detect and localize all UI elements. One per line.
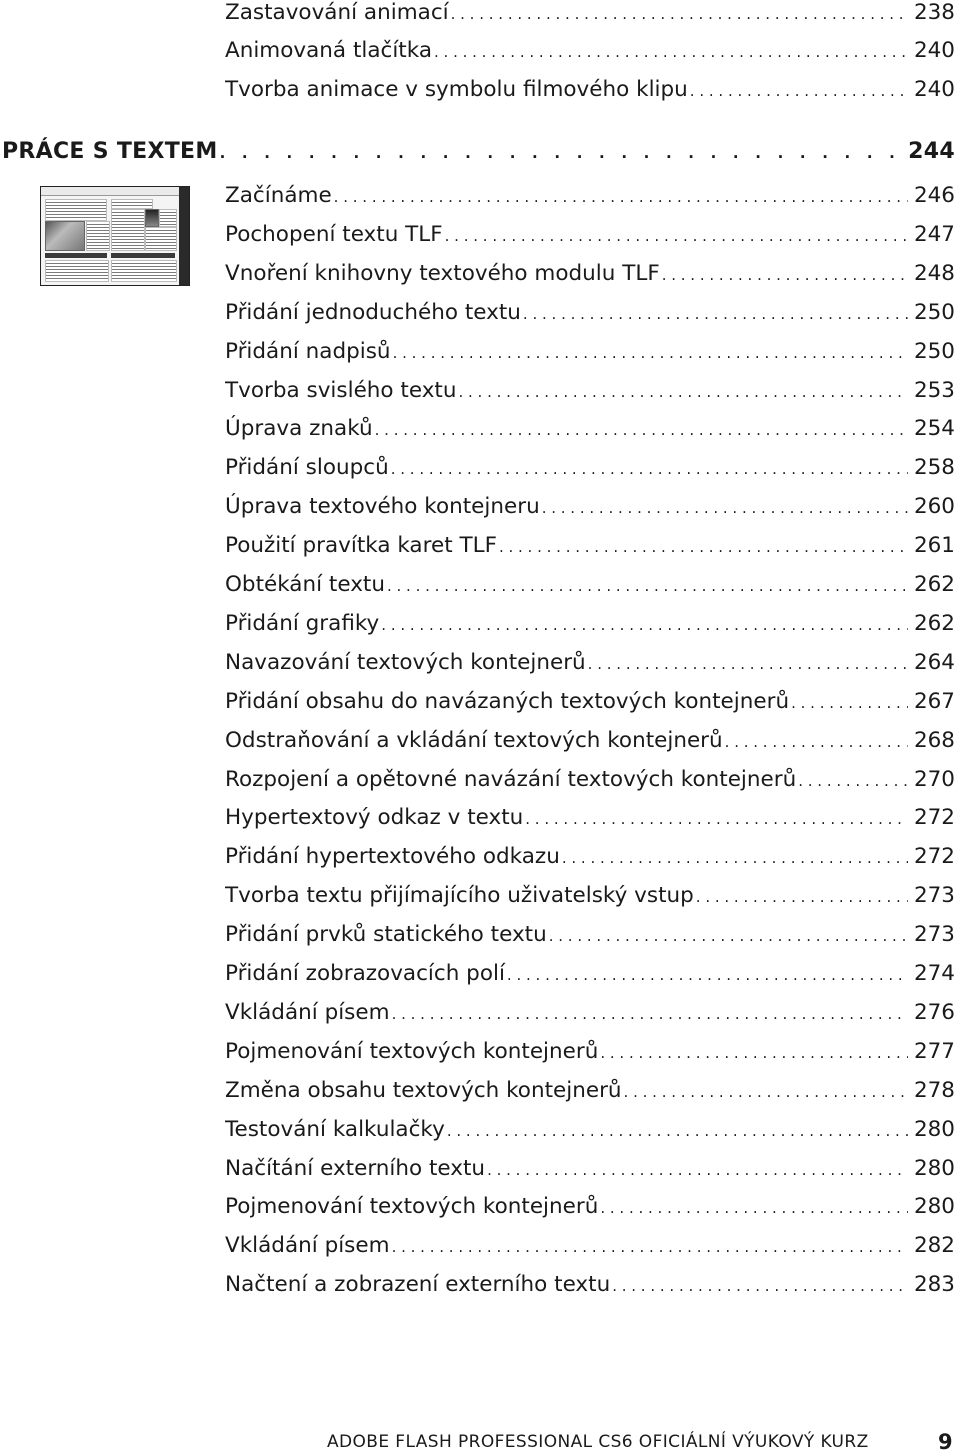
dot-leader — [600, 1193, 908, 1222]
toc-entry — [225, 298, 955, 328]
toc-entry-page: 248 — [913, 261, 955, 286]
toc-entry — [225, 376, 955, 406]
toc-entry — [225, 220, 955, 250]
toc-entry-page: 280 — [913, 1156, 955, 1181]
toc-entry-page: 282 — [913, 1233, 955, 1258]
thumbnail-text-block — [45, 199, 107, 221]
dot-leader — [725, 727, 908, 756]
thumbnail-header-bar — [41, 187, 179, 196]
toc-entry — [225, 803, 955, 833]
toc-entry-title: Obtékání textu — [225, 572, 385, 597]
dot-leader — [600, 1038, 908, 1067]
toc-entry-title: Tvorba animace v symbolu filmového klipu — [225, 77, 688, 102]
toc-entry — [225, 453, 955, 483]
toc-entry-title: Úprava znaků — [225, 416, 373, 441]
thumbnail-text-block — [111, 209, 145, 251]
toc-entry — [225, 1115, 955, 1145]
toc-entry — [225, 36, 955, 66]
toc-entry-page: 254 — [913, 416, 955, 441]
dot-leader — [391, 454, 908, 483]
chapter-page: 244 — [908, 139, 955, 164]
toc-entry-title: Animovaná tlačítka — [225, 38, 432, 63]
toc-entry-page: 273 — [913, 922, 955, 947]
toc-entry — [225, 1154, 955, 1184]
toc-entry — [225, 920, 955, 950]
toc-entry-title: Testování kalkulačky — [225, 1117, 445, 1142]
toc-entry-page: 253 — [913, 378, 955, 403]
dot-leader — [220, 137, 903, 168]
toc-entry-page: 260 — [913, 494, 955, 519]
thumbnail-image — [45, 221, 85, 251]
toc-entry — [225, 531, 955, 561]
toc-entry — [225, 337, 955, 367]
toc-entry-title: Změna obsahu textových kontejnerů — [225, 1078, 622, 1103]
toc-entry-page: 272 — [913, 805, 955, 830]
toc-entry-title: Pochopení textu TLF — [225, 222, 443, 247]
dot-leader — [392, 999, 908, 1028]
toc-entry-page: 283 — [913, 1272, 955, 1297]
toc-entry-title: Rozpojení a opětovné navázání textových kontejnerů — [225, 767, 797, 792]
dot-leader — [499, 532, 908, 561]
toc-entry — [225, 0, 955, 28]
dot-leader — [588, 649, 908, 678]
dot-leader — [690, 76, 908, 105]
toc-entry-page: 280 — [913, 1117, 955, 1142]
toc-entry — [225, 181, 955, 211]
toc-entry — [225, 687, 955, 717]
dot-leader — [624, 1077, 908, 1106]
toc-entry-title: Navazování textových kontejnerů — [225, 650, 586, 675]
thumbnail-text-block — [111, 199, 153, 209]
toc-entry-page: 250 — [913, 339, 955, 364]
toc-entry-title: Přidání prvků statického textu — [225, 922, 547, 947]
toc-entry-title: Odstraňování a vkládání textových kontejnerů — [225, 728, 723, 753]
toc-entry-page: 238 — [913, 0, 955, 25]
toc-entry-page: 273 — [913, 883, 955, 908]
thumbnail-text-block — [86, 221, 110, 251]
thumbnail-portrait — [145, 209, 159, 227]
dot-leader — [393, 338, 908, 367]
toc-entry — [225, 1076, 955, 1106]
toc-entry-title: Načtení a zobrazení externího textu — [225, 1272, 611, 1297]
toc-entry-page: 250 — [913, 300, 955, 325]
dot-leader — [392, 1232, 908, 1261]
toc-entry-page: 262 — [913, 611, 955, 636]
dot-leader — [445, 221, 908, 250]
toc-entry-title: Přidání obsahu do navázaných textových kontejnerů — [225, 689, 790, 714]
toc-entry-page: 276 — [913, 1000, 955, 1025]
toc-entry-title: Přidání sloupců — [225, 455, 389, 480]
dot-leader — [696, 882, 908, 911]
dot-leader — [542, 493, 908, 522]
toc-entry — [225, 609, 955, 639]
toc-entry-page: 270 — [913, 767, 955, 792]
toc-entry — [225, 1270, 955, 1300]
toc-entry-page: 264 — [913, 650, 955, 675]
dot-leader — [562, 843, 908, 872]
toc-entry-title: Tvorba textu přijímajícího uživatelský vstup — [225, 883, 694, 908]
toc-entry-page: 240 — [913, 77, 955, 102]
dot-leader — [458, 377, 907, 406]
toc-entry-page: 246 — [913, 183, 955, 208]
dot-leader — [387, 571, 908, 600]
toc-entry-title: Zastavování animací — [225, 0, 449, 25]
toc-entry — [225, 75, 955, 105]
toc-entry-title: Přidání nadpisů — [225, 339, 391, 364]
toc-entry — [225, 570, 955, 600]
toc-entry — [225, 492, 955, 522]
toc-entry-title: Vnoření knihovny textového modulu TLF — [225, 261, 660, 286]
toc-entry-title: Pojmenování textových kontejnerů — [225, 1039, 599, 1064]
toc-entry-page: 261 — [913, 533, 955, 558]
toc-entry-title: Tvorba svislého textu — [225, 378, 457, 403]
toc-entry-page: 240 — [913, 38, 955, 63]
toc-entry-title: Hypertextový odkaz v textu — [225, 805, 524, 830]
toc-entry-title: Přidání jednoduchého textu — [225, 300, 521, 325]
toc-entry-page: 277 — [913, 1039, 955, 1064]
dot-leader — [434, 37, 908, 66]
dot-leader — [549, 921, 908, 950]
dot-leader — [612, 1271, 908, 1300]
toc-entry — [225, 1231, 955, 1261]
running-footer: ADOBE FLASH PROFESSIONAL CS6 OFICIÁLNÍ VÝUKOVÝ KURZ — [327, 1432, 869, 1452]
toc-entry-title: Použití pravítka karet TLF — [225, 533, 497, 558]
dot-leader — [451, 0, 908, 28]
thumbnail-bar — [111, 253, 175, 258]
dot-leader — [798, 766, 908, 795]
toc-entry-page: 278 — [913, 1078, 955, 1103]
chapter-title: PRÁCE S TEXTEM — [2, 139, 218, 164]
thumbnail-text-block — [111, 260, 177, 282]
toc-entry-title: Začínáme — [225, 183, 332, 208]
chapter-heading — [2, 136, 955, 168]
toc-entry — [225, 959, 955, 989]
dot-leader — [525, 804, 908, 833]
toc-entry — [225, 881, 955, 911]
toc-entry-title: Přidání grafiky — [225, 611, 380, 636]
toc-entry — [225, 648, 955, 678]
toc-entry-page: 267 — [913, 689, 955, 714]
thumbnail-text-block — [145, 227, 177, 251]
toc-entry — [225, 765, 955, 795]
toc-entry-page: 262 — [913, 572, 955, 597]
toc-entry-page: 268 — [913, 728, 955, 753]
dot-leader — [662, 260, 908, 289]
toc-entry-title: Načítání externího textu — [225, 1156, 486, 1181]
toc-entry — [225, 842, 955, 872]
chapter-thumbnail — [40, 186, 190, 286]
toc-entry — [225, 259, 955, 289]
toc-entry-page: 272 — [913, 844, 955, 869]
dot-leader — [334, 182, 908, 211]
dot-leader — [487, 1155, 908, 1184]
toc-entry-title: Úprava textového kontejneru — [225, 494, 540, 519]
dot-leader — [447, 1116, 908, 1145]
toc-entry — [225, 998, 955, 1028]
toc-entry-title: Přidání zobrazovacích polí — [225, 961, 505, 986]
dot-leader — [507, 960, 908, 989]
dot-leader — [381, 610, 908, 639]
dot-leader — [523, 299, 908, 328]
toc-entry — [225, 1192, 955, 1222]
thumbnail-text-block — [45, 260, 109, 282]
toc-entry-page: 247 — [913, 222, 955, 247]
dot-leader — [375, 415, 908, 444]
thumbnail-side-strip — [179, 187, 189, 285]
toc-entry-title: Vkládání písem — [225, 1000, 390, 1025]
toc-entry-page: 280 — [913, 1194, 955, 1219]
thumbnail-bar — [45, 253, 107, 258]
toc-entry — [225, 414, 955, 444]
toc-entry-title: Vkládání písem — [225, 1233, 390, 1258]
toc-entry — [225, 726, 955, 756]
toc-entry-page: 258 — [913, 455, 955, 480]
toc-entry-title: Přidání hypertextového odkazu — [225, 844, 560, 869]
dot-leader — [791, 688, 908, 717]
page-number: 9 — [938, 1430, 953, 1454]
thumbnail-text-block — [159, 209, 177, 227]
toc-entry — [225, 1037, 955, 1067]
toc-entry-page: 274 — [913, 961, 955, 986]
toc-entry-title: Pojmenování textových kontejnerů — [225, 1194, 599, 1219]
